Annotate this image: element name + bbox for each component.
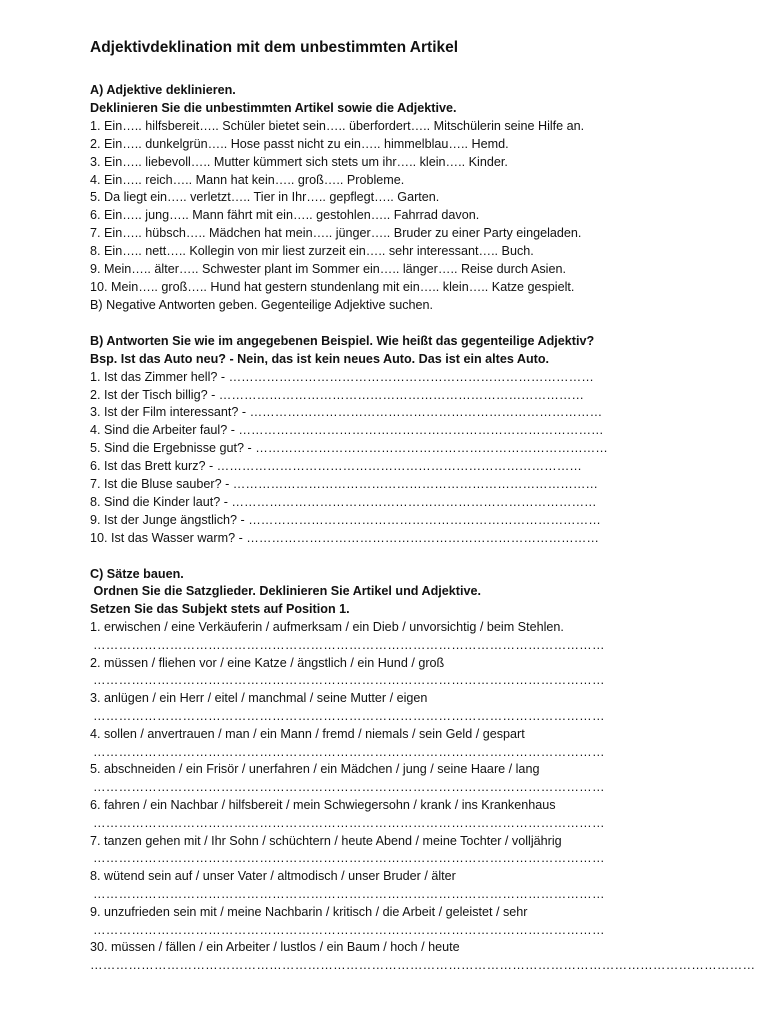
exercise-c-answer-line-3: …………………………………………………………………………………………………………	[93, 709, 605, 724]
section-b	[90, 333, 730, 548]
exercise-c-answer-line-2: …………………………………………………………………………………………………………	[93, 673, 605, 688]
section-a-heading: A) Adjektive deklinieren.	[90, 83, 236, 97]
exercise-c-item-3: 3. anlügen / ein Herr / eitel / manchmal / seine Mutter / eigen	[90, 691, 428, 706]
exercise-c-answer-line-5: …………………………………………………………………………………………………………	[93, 780, 605, 795]
exercise-a-item-3: 3. Ein….. liebevoll….. Mutter kümmert sich stets um ihr….. klein….. Kinder.	[90, 154, 508, 169]
exercise-a-item-7: 7. Ein….. hübsch….. Mädchen hat mein….. jünger….. Bruder zu einer Party eingeladen.	[90, 226, 582, 241]
section-b-heading: B) Antworten Sie wie im angegebenen Beispiel. Wie heißt das gegenteilige Adjektiv?	[90, 333, 595, 348]
exercise-c-answer-line-1: …………………………………………………………………………………………………………	[93, 637, 605, 652]
exercise-a-item-10: 10. Mein….. groß….. Hund hat gestern stundenlang mit ein….. klein….. Katze gespielt.	[90, 279, 575, 294]
exercise-c-item-6: 6. fahren / ein Nachbar / hilfsbereit / mein Schwiegersohn / krank / ins Krankenhaus	[90, 798, 556, 813]
exercise-a-item-2: 2. Ein….. dunkelgrün….. Hose passt nicht zu ein….. himmelblau….. Hemd.	[90, 136, 509, 151]
exercise-c-answer-line-7: …………………………………………………………………………………………………………	[93, 851, 605, 866]
exercise-c-answer-line-4: …………………………………………………………………………………………………………	[93, 744, 605, 759]
exercise-c-answer-line-10: …………………………………………………………………………………………………………………………………………	[90, 958, 756, 973]
section-c-instruction-2: Setzen Sie das Subjekt stets auf Position 1.	[90, 602, 350, 617]
exercise-a-item-4: 4. Ein….. reich….. Mann hat kein….. groß….. Probleme.	[90, 172, 405, 187]
exercise-c-item-1: 1. erwischen / eine Verkäuferin / aufmerksam / ein Dieb / unvorsichtig / beim Stehlen.	[90, 620, 564, 635]
exercise-b-item-3: 3. Ist der Film interessant? - …………………………………………………………………………	[90, 405, 603, 420]
exercise-c-answer-line-8: …………………………………………………………………………………………………………	[93, 887, 605, 901]
worksheet-title: Adjektivdeklination mit dem unbestimmten Artikel	[90, 39, 459, 56]
exercise-c-item-10: 30. müssen / fällen / ein Arbeiter / lustlos / ein Baum / hoch / heute	[90, 940, 460, 955]
exercise-a-item-5: 5. Da liegt ein….. verletzt….. Tier in Ihr….. gepflegt….. Garten.	[90, 190, 440, 205]
exercise-b-item-4: 4. Sind die Arbeiter faul? - ……………………………………………………………………………	[90, 423, 604, 438]
section-b-example: Bsp. Ist das Auto neu? - Nein, das ist kein neues Auto. Das ist ein altes Auto.	[90, 351, 550, 366]
section-a	[90, 82, 730, 315]
exercise-c-item-8: 8. wütend sein auf / unser Vater / altmodisch / unser Bruder / älter	[90, 869, 456, 884]
exercise-b-item-7: 7. Ist die Bluse sauber? - ……………………………………………………………………………	[90, 477, 599, 492]
section-a-trailing-note: B) Negative Antworten geben. Gegenteilige Adjektive suchen.	[90, 297, 434, 312]
exercise-c-answer-line-9: …………………………………………………………………………………………………………	[93, 922, 605, 937]
exercise-b-item-9: 9. Ist der Junge ängstlich? - …………………………………………………………………………	[90, 512, 601, 527]
exercise-b-item-8: 8. Sind die Kinder laut? - ……………………………………………………………………………	[90, 494, 597, 509]
exercise-c-item-2: 2. müssen / fliehen vor / eine Katze / ängstlich / ein Hund / groß	[90, 655, 445, 670]
exercise-c-answer-line-6: …………………………………………………………………………………………………………	[93, 815, 605, 830]
section-c	[90, 566, 756, 975]
exercise-b-item-5: 5. Sind die Ergebnisse gut? - …………………………………………………………………………	[90, 441, 608, 456]
section-a-instruction: Deklinieren Sie die unbestimmten Artikel sowie die Adjektive.	[90, 100, 457, 115]
exercise-b-item-1: 1. Ist das Zimmer hell? - ……………………………………………………………………………	[90, 369, 594, 384]
exercise-a-item-8: 8. Ein….. nett….. Kollegin von mir liest zurzeit ein….. sehr interessant….. Buch.	[90, 244, 534, 259]
exercise-a-item-9: 9. Mein….. älter….. Schwester plant im Sommer ein….. länger….. Reise durch Asien.	[90, 262, 566, 277]
exercise-c-item-9: 9. unzufrieden sein mit / meine Nachbarin / kritisch / die Arbeit / geleistet / sehr	[90, 904, 528, 919]
exercise-c-item-5: 5. abschneiden / ein Frisör / unerfahren / ein Mädchen / jung / seine Haare / lang	[90, 762, 540, 777]
exercise-c-item-7: 7. tanzen gehen mit / Ihr Sohn / schüchtern / heute Abend / meine Tochter / volljährig	[90, 833, 562, 848]
section-c-instruction-1: Ordnen Sie die Satzglieder. Deklinieren Sie Artikel und Adjektive.	[90, 584, 481, 599]
worksheet-page	[90, 38, 756, 975]
section-c-heading: C) Sätze bauen.	[90, 566, 184, 581]
exercise-a-item-6: 6. Ein….. jung….. Mann fährt mit ein….. gestohlen….. Fahrrad davon.	[90, 208, 480, 223]
exercise-b-item-6: 6. Ist das Brett kurz? - ……………………………………………………………………………	[90, 459, 582, 474]
exercise-c-item-4: 4. sollen / anvertrauen / man / ein Mann / fremd / niemals / sein Geld / gespart	[90, 726, 525, 741]
exercise-a-item-1: 1. Ein….. hilfsbereit….. Schüler bietet sein….. überfordert….. Mitschülerin seine Hilfe an.	[90, 118, 585, 133]
exercise-b-item-2: 2. Ist der Tisch billig? - ……………………………………………………………………………	[90, 387, 585, 402]
exercise-b-item-10: 10. Ist das Wasser warm? - …………………………………………………………………………	[90, 530, 599, 545]
